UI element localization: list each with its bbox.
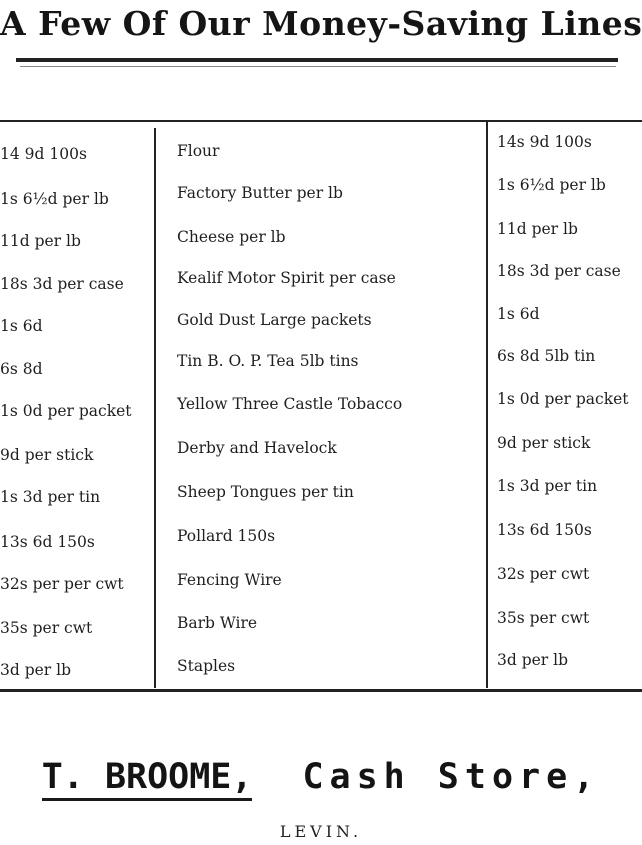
price-right: 1s 0d per packet bbox=[497, 390, 629, 408]
item-name: Derby and Havelock bbox=[177, 439, 337, 457]
item-name: Factory Butter per lb bbox=[177, 184, 343, 202]
price-right: 9d per stick bbox=[497, 434, 591, 452]
item-name: Cheese per lb bbox=[177, 228, 286, 246]
price-right: 18s 3d per case bbox=[497, 262, 621, 280]
store-signature bbox=[0, 757, 642, 797]
price-left: 1s 0d per packet bbox=[0, 402, 132, 420]
store-type: Cash Store, bbox=[302, 757, 601, 797]
price-left: 11d per lb bbox=[0, 232, 81, 250]
price-left: 35s per cwt bbox=[0, 619, 93, 637]
price-right: 35s per cwt bbox=[497, 609, 590, 627]
price-left: 1s 6d bbox=[0, 317, 43, 335]
item-name: Staples bbox=[177, 657, 236, 675]
price-left: 1s 3d per tin bbox=[0, 488, 101, 506]
price-left: 6s 8d bbox=[0, 360, 43, 378]
price-right: 6s 8d 5lb tin bbox=[497, 347, 596, 365]
title-underline-thin bbox=[20, 66, 616, 67]
table-bottom-rule bbox=[0, 689, 642, 692]
price-left: 14 9d 100s bbox=[0, 145, 87, 163]
price-right: 32s per cwt bbox=[497, 565, 590, 583]
price-left: 1s 6½d per lb bbox=[0, 190, 109, 208]
price-left: 32s per per cwt bbox=[0, 575, 124, 593]
item-name: Pollard 150s bbox=[177, 527, 276, 545]
item-name: Barb Wire bbox=[177, 614, 258, 632]
price-right: 14s 9d 100s bbox=[497, 133, 592, 151]
item-name: Sheep Tongues per tin bbox=[177, 483, 354, 501]
price-right: 1s 6½d per lb bbox=[497, 176, 606, 194]
price-left: 18s 3d per case bbox=[0, 275, 124, 293]
price-left: 13s 6d 150s bbox=[0, 533, 95, 551]
column-divider-right bbox=[486, 122, 488, 688]
item-name: Fencing Wire bbox=[177, 571, 282, 589]
item-name: Gold Dust Large packets bbox=[177, 311, 372, 329]
title-underline bbox=[16, 58, 618, 62]
store-name: T. BROOME, bbox=[42, 757, 253, 801]
price-right: 3d per lb bbox=[497, 651, 569, 669]
item-name: Yellow Three Castle Tobacco bbox=[177, 395, 403, 413]
price-right: 1s 3d per tin bbox=[497, 477, 598, 495]
store-town: LEVIN. bbox=[279, 822, 363, 841]
price-right: 1s 6d bbox=[497, 305, 540, 323]
item-name: Kealif Motor Spirit per case bbox=[177, 269, 396, 287]
table-top-rule bbox=[0, 120, 642, 122]
price-right: 11d per lb bbox=[497, 220, 578, 238]
item-name: Tin B. O. P. Tea 5lb tins bbox=[177, 352, 359, 370]
page-title: A Few Of Our Money-Saving Lines bbox=[0, 4, 642, 43]
price-right: 13s 6d 150s bbox=[497, 521, 592, 539]
column-divider-left bbox=[154, 128, 156, 688]
price-left: 3d per lb bbox=[0, 661, 72, 679]
item-name: Flour bbox=[177, 142, 220, 160]
price-left: 9d per stick bbox=[0, 446, 94, 464]
